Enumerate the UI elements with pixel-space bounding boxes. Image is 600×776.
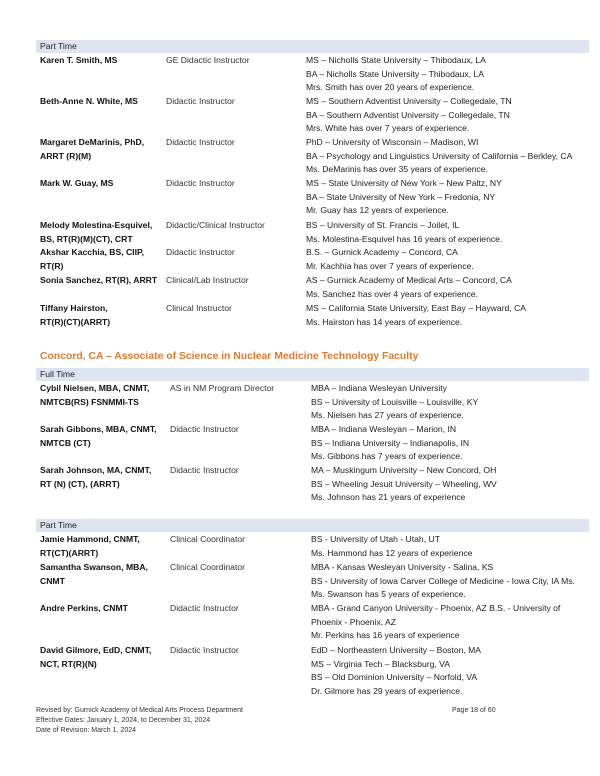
- faculty-role: Didactic Instructor: [170, 465, 239, 475]
- faculty-credentials: BS – University of St. Francis – Joilet, IL Ms. Molestina-Esquivel has 16 years of experience.: [306, 220, 503, 244]
- faculty-credentials: MBA - Kansas Wesleyan University - Salina, KS BS - University of Iowa Carver College of Medicine - Iowa City, IA Ms. Ms. Swanson has 5 years of experience.: [311, 562, 575, 600]
- faculty-role: Didactic Instructor: [166, 96, 235, 106]
- faculty-role: Clinical/Lab Instructor: [166, 275, 249, 285]
- page-footer: [36, 706, 243, 736]
- faculty-role: Clinical Instructor: [166, 303, 232, 313]
- footer-effective-dates: Effective Dates: January 1, 2024, to December 31, 2024: [36, 717, 211, 724]
- faculty-credentials: PhD – University of Wisconsin – Madison, WI BA – Psychology and Linguistics University of California – Berkley, CA Ms. DeMarinis has over 35 years of experience.: [306, 137, 573, 175]
- faculty-name: Karen T. Smith, MS: [40, 55, 118, 65]
- full-time-header: Full Time: [36, 368, 589, 381]
- faculty-name: Margaret DeMarinis, PhD, ARRT (R)(M): [40, 137, 145, 161]
- page-number: Page 18 of 60: [452, 707, 496, 714]
- faculty-credentials: EdD – Northeastern University – Boston, MA MS – Virginia Tech – Blacksburg, VA BS – Old Dominion University – Norfold, VA Dr. Gilmore has 29 years of experience.: [311, 645, 482, 697]
- faculty-credentials: MBA – Indiana Wesleyan University BS – University of Louisville – Louisville, KY Ms. Nielsen has 27 years of experience.: [311, 383, 479, 421]
- faculty-credentials: AS – Gurnick Academy of Medical Arts – Concord, CA Ms. Sanchez has over 4 years of experience.: [306, 275, 512, 299]
- faculty-role: Didactic/Clinical Instructor: [166, 220, 265, 230]
- faculty-credentials: MBA - Grand Canyon University - Phoenix, AZ B.S. - University of Phoenix - Phoenix, AZ Mr. Perkins has 16 years of experience: [311, 603, 561, 641]
- faculty-name: Akshar Kacchia, BS, CIIP, RT(R): [40, 247, 144, 271]
- faculty-role: Didactic Instructor: [170, 603, 239, 613]
- faculty-role: Didactic Instructor: [166, 178, 235, 188]
- faculty-role: Didactic Instructor: [166, 137, 235, 147]
- faculty-name: Jamie Hammond, CNMT, RT(CT)(ARRT): [40, 534, 140, 558]
- footer-date-of-revision: Date of Revision: March 1, 2024: [36, 727, 136, 734]
- faculty-credentials: MS – State University of New York – New Paltz, NY BA – State University of New York – Fredonia, NY Mr. Guay has 12 years of experience.: [306, 178, 502, 216]
- faculty-role: Didactic Instructor: [166, 247, 235, 257]
- faculty-role: Didactic Instructor: [170, 645, 239, 655]
- faculty-role: Clinical Coordinator: [170, 562, 245, 572]
- faculty-name: Andre Perkins, CNMT: [40, 603, 128, 613]
- faculty-role: Didactic Instructor: [170, 424, 239, 434]
- faculty-credentials: B.S. – Gurnick Academy – Concord, CA Mr. Kachhia has over 7 years of experience.: [306, 247, 474, 271]
- faculty-name: Samantha Swanson, MBA, CNMT: [40, 562, 148, 586]
- faculty-name: Sonia Sanchez, RT(R), ARRT: [40, 275, 158, 285]
- footer-revised-by: Revised by: Gurnick Academy of Medical Arts Process Department: [36, 707, 243, 714]
- faculty-credentials: MS – California State University, East Bay – Hayward, CA Ms. Hairston has 14 years of experience.: [306, 303, 527, 327]
- faculty-credentials: MBA – Indiana Wesleyan – Marion, IN BS – Indiana University – Indianapolis, IN Ms. Gibbons has 7 years of experience.: [311, 424, 470, 462]
- faculty-credentials: MS – Southern Adventist University – Collegedale, TN BA – Southern Adventist University – Collegedale, TN Mrs. White has over 7 years of experience.: [306, 96, 512, 134]
- faculty-credentials: MA – Muskingum University – New Concord, OH BS – Wheeling Jesuit University – Wheeling, WV Ms. Johnson has 21 years of experience: [311, 465, 497, 503]
- faculty-role: Clinical Coordinator: [170, 534, 245, 544]
- faculty-name: David Gilmore, EdD, CNMT, NCT, RT(R)(N): [40, 645, 152, 669]
- faculty-name: Cybil Nielsen, MBA, CNMT, NMTCB(RS) FSNMMI-TS: [40, 383, 150, 407]
- section-title: Concord, CA – Associate of Science in Nuclear Medicine Technology Faculty: [40, 351, 419, 362]
- faculty-name: Melody Molestina-Esquivel, BS, RT(R)(M)(CT), CRT: [40, 220, 153, 244]
- faculty-name: Beth-Anne N. White, MS: [40, 96, 138, 106]
- faculty-credentials: BS - University of Utah - Utah, UT Ms. Hammond has 12 years of experience: [311, 534, 473, 558]
- faculty-name: Tiffany Hairston, RT(R)(CT)(ARRT): [40, 303, 111, 327]
- part-time-header: Part Time: [36, 40, 589, 53]
- faculty-role: AS in NM Program Director: [170, 383, 275, 393]
- part-time-header: Part Time: [36, 519, 589, 532]
- faculty-name: Sarah Gibbons, MBA, CNMT, NMTCB (CT): [40, 424, 157, 448]
- faculty-credentials: MS – Nicholls State University – Thibodaux, LA BA – Nicholls State University – Thibodaux, LA Mrs. Smith has over 20 years of experience.: [306, 55, 486, 93]
- faculty-name: Sarah Johnson, MA, CNMT, RT (N) (CT), (ARRT): [40, 465, 152, 489]
- faculty-role: GE Didactic Instructor: [166, 55, 250, 65]
- faculty-name: Mark W. Guay, MS: [40, 178, 114, 188]
